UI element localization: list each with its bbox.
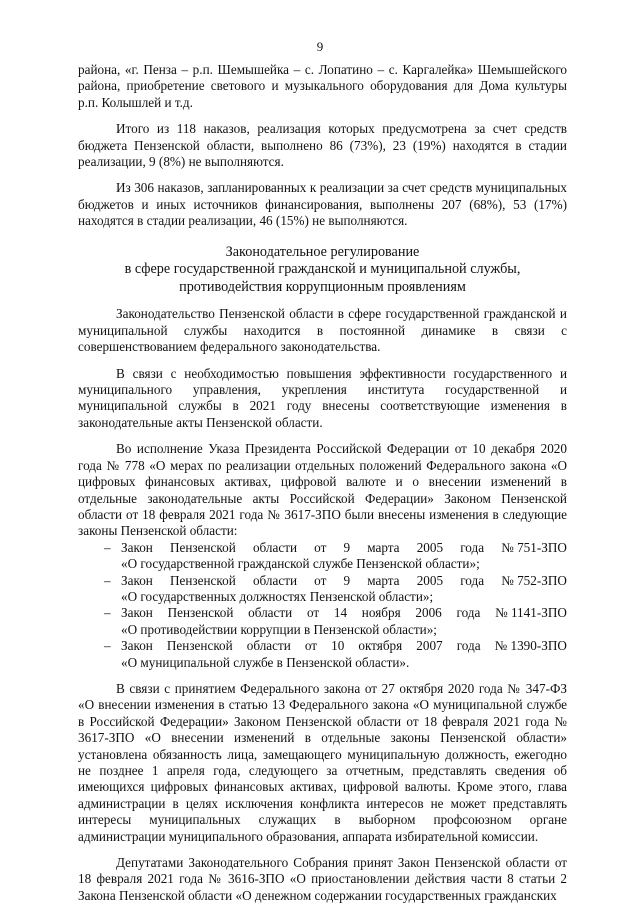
law-number: № 751-ЗПО xyxy=(501,539,567,555)
laws-list xyxy=(78,540,567,671)
law-word: года xyxy=(456,605,481,621)
law-item xyxy=(78,638,567,671)
list-dash: – xyxy=(104,539,111,555)
law-word: 2005 xyxy=(416,572,444,588)
law-word: Пензенской xyxy=(167,605,234,621)
law-item xyxy=(78,605,567,638)
law-word: Закон xyxy=(121,638,153,654)
law-word: ноября xyxy=(361,605,401,621)
list-dash: – xyxy=(104,638,111,654)
paragraph-federal-law: В связи с принятием Федерального закона от 27 октября 2020 года № 347-ФЗ «О внесении изменения в статью 13 Федерального закона «О муниципальной службе в Российской Федерации» Законом Пензенской области от 18 февраля 2021 года № 3617-ЗПО «О внесении изменений в отдельные законы Пензенской области» установлена обязанность лица, замещающего муниципальную должность, ежегодно не позднее 1 апреля года, следующего за отчетным, представлять сведения об имеющихся цифровых финансовых активах, цифровой валюты. Кроме этого, глава администрации в целях исключения конфликта интересов не может представлять интересы муниципальных служащих в выборном профсоюзном органе администрации муниципального образования, аппарата избирательной комиссии. xyxy=(78,680,567,844)
law-word: от xyxy=(304,638,318,654)
law-word: Пензенской xyxy=(170,572,236,588)
page-number: 9 xyxy=(316,39,324,54)
law-word: Пензенской xyxy=(166,638,233,654)
section-heading xyxy=(78,244,567,297)
paragraph-continuation: района, «г. Пенза – р.п. Шемышейка – с. Лопатино – с. Каргалейка» Шемышейского района, приобретение светового и музыкального оборудования для Дома культуры р.п. Колышлей и т.д. xyxy=(78,62,567,110)
law-word: от xyxy=(314,572,327,588)
paragraph-efficiency: В связи с необходимостью повышения эффективности государственного и муниципального управления, укрепления института государственной и муниципальной службы в 2021 году внесены соответствующие изменения в законодательные акты Пензенской области. xyxy=(78,365,567,430)
law-title: «О противодействии коррупции в Пензенской области»; xyxy=(121,621,437,637)
section-heading-line: противодействия коррупционным проявлениям xyxy=(179,278,466,295)
list-dash: – xyxy=(104,572,111,588)
law-word: Закон xyxy=(121,539,153,555)
law-word: области xyxy=(248,605,293,621)
section-heading-line: Законодательное регулирование xyxy=(225,243,420,260)
law-word: Закон xyxy=(121,572,153,588)
law-citation-line xyxy=(121,540,567,556)
paragraph-municipal-orders: Из 306 наказов, запланированных к реализации за счет средств муниципальных бюджетов и иных источников финансирования, выполнены 207 (68%), 53 (17%) находятся в стадии реализации, 46 (15%) не выполняются. xyxy=(78,180,567,229)
law-word: области xyxy=(252,539,298,555)
paragraph-decree: Во исполнение Указа Президента Российской Федерации от 10 декабря 2020 года № 778 «О мерах по реализации отдельных положений Федерального закона «О цифровых финансовых активах, цифровой валюте и о внесении изменений в отдельные законодательные акты Российской Федерации» Законом Пензенской области от 18 февраля 2021 года № 3617-ЗПО были внесены изменения в следующие законы Пензенской области: xyxy=(78,441,567,539)
law-word: от xyxy=(306,605,320,621)
law-word: Закон xyxy=(121,605,153,621)
law-word: 14 xyxy=(333,605,348,621)
law-word: от xyxy=(314,539,327,555)
law-citation-line xyxy=(121,573,567,589)
law-word: марта xyxy=(367,539,400,555)
law-number: № 1390-ЗПО xyxy=(494,638,567,654)
law-title: «О государственных должностях Пензенской области»; xyxy=(121,588,434,604)
law-word: года xyxy=(456,638,481,654)
law-word: года xyxy=(460,572,485,588)
law-item xyxy=(78,540,567,573)
paragraph-regional-orders: Итого из 118 наказов, реализация которых предусмотрена за счет средств бюджета Пензенской области, выполнено 86 (73%), 23 (19%) находятся в стадии реализации, 9 (8%) не выполняются. xyxy=(78,121,567,170)
law-number: № 1141-ЗПО xyxy=(495,605,567,621)
law-word: марта xyxy=(367,572,400,588)
law-word: октября xyxy=(358,638,403,654)
law-word: 10 xyxy=(331,638,345,654)
law-citation-line xyxy=(121,638,567,654)
law-title: «О муниципальной службе в Пензенской области». xyxy=(121,654,410,670)
law-word: 9 xyxy=(343,539,351,555)
law-word: года xyxy=(460,539,485,555)
section-heading-line: в сфере государственной гражданской и муниципальной службы, xyxy=(124,261,521,278)
law-word: 2005 xyxy=(416,539,444,555)
document-body xyxy=(78,62,567,904)
law-citation-line xyxy=(121,605,567,621)
law-word: 2007 xyxy=(416,638,443,654)
paragraph-deputies: Депутатами Законодательного Собрания принят Закон Пензенской области от 18 февраля 2021 года № 3616-ЗПО «О приостановлении действия части 8 статьи 2 Закона Пензенской области «О денежном содержании государственных гражданских xyxy=(78,855,567,903)
law-item xyxy=(78,573,567,606)
law-word: 2006 xyxy=(415,605,442,621)
law-word: 9 xyxy=(343,572,351,588)
paragraph-legislation-dynamics: Законодательство Пензенской области в сфере государственной гражданской и муниципальной службы находится в постоянной динамике в связи с совершенствованием федерального законодательства. xyxy=(78,306,567,355)
list-dash: – xyxy=(104,605,111,621)
law-word: области xyxy=(246,638,291,654)
law-word: области xyxy=(252,572,298,588)
law-number: № 752-ЗПО xyxy=(501,572,567,588)
law-word: Пензенской xyxy=(170,539,236,555)
law-title: «О государственной гражданской службе Пензенской области»; xyxy=(121,556,480,572)
